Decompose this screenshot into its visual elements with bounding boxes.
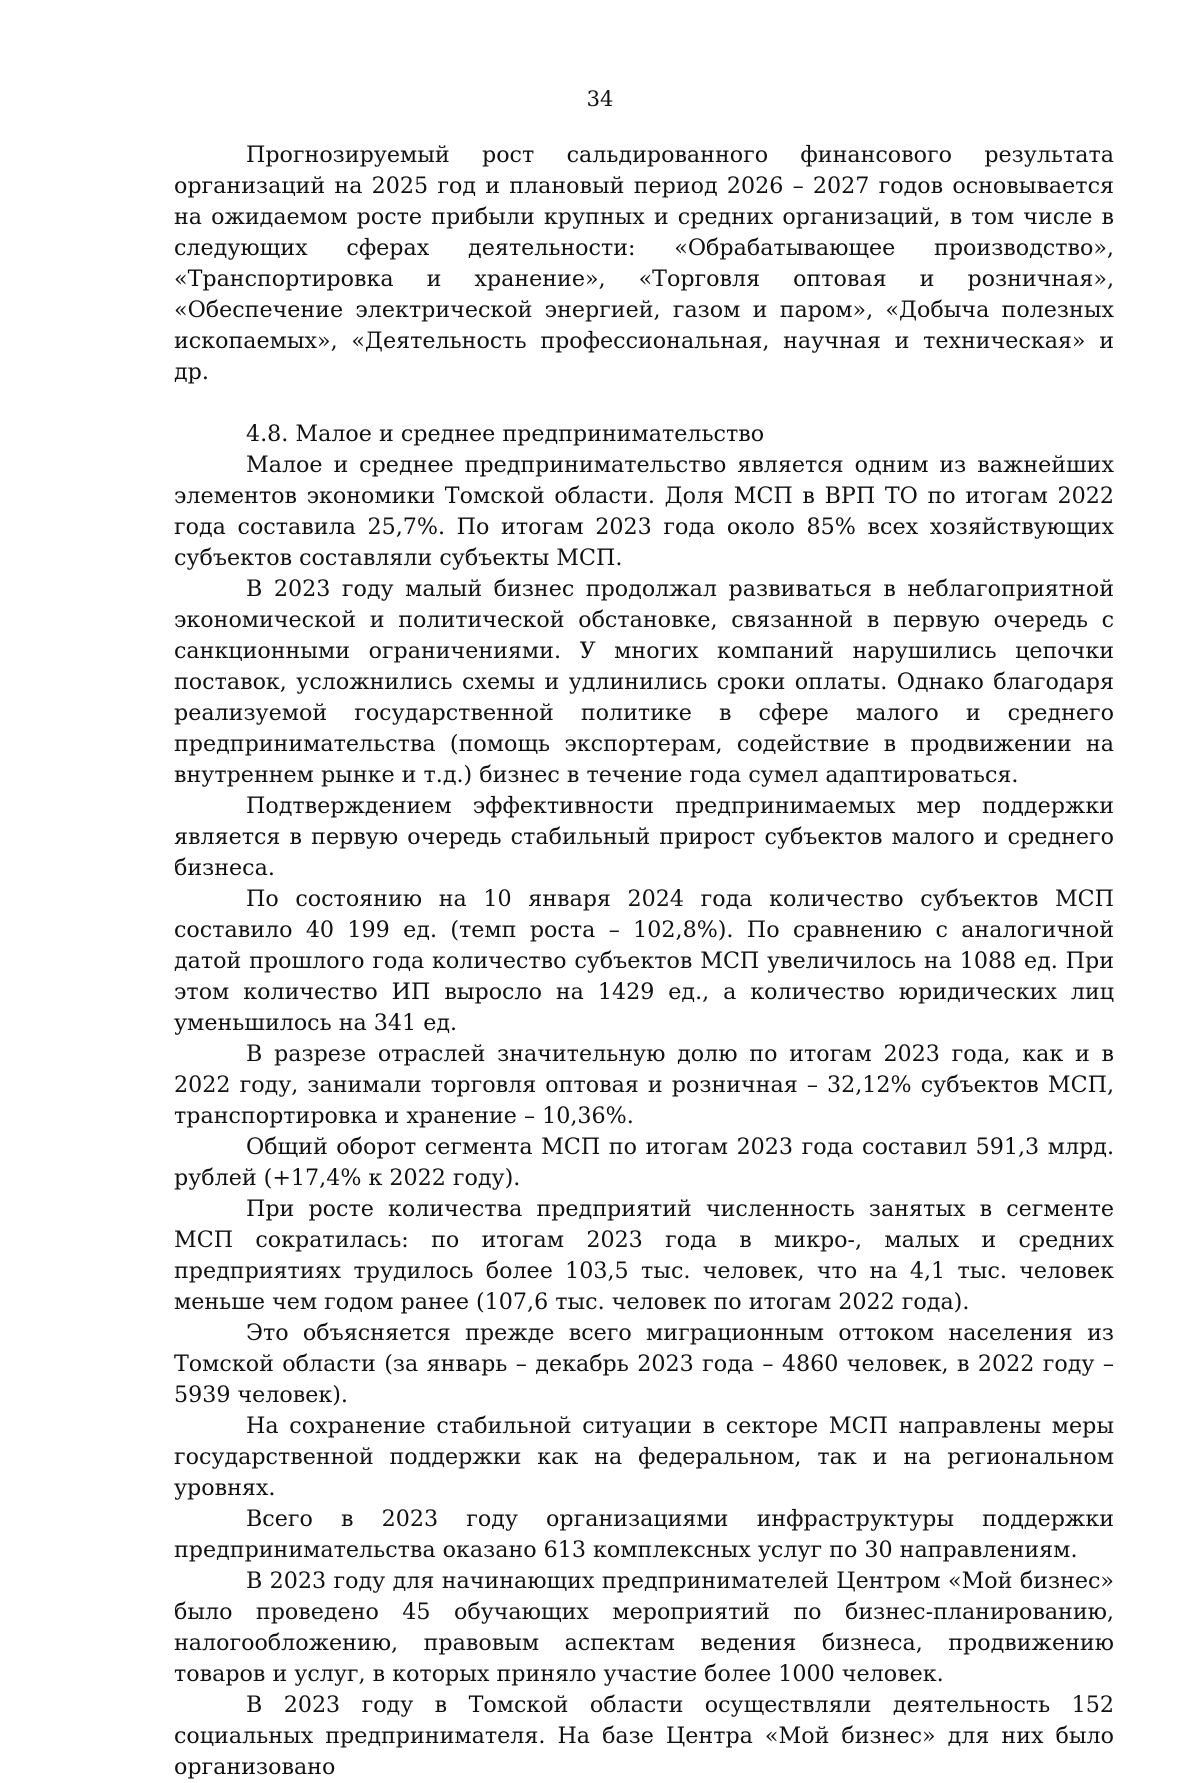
- page-number: 34: [586, 87, 614, 111]
- section-paragraph: На сохранение стабильной ситуации в секторе МСП направлены меры государственной поддержки как на федеральном, так и на региональном уровнях.: [174, 1413, 1114, 1501]
- section-paragraph: В 2023 году в Томской области осуществляли деятельность 152 социальных предпринимателя. На базе Центра «Мой бизнес» для них было организовано: [174, 1692, 1114, 1780]
- section-paragraph: В 2023 году для начинающих предпринимателей Центром «Мой бизнес» было проведено 45 обучающих мероприятий по бизнес-планированию, налогообложению, правовым аспектам ведения бизнеса, продвижению товаров и услуг, в которых приняло участие более 1000 человек.: [174, 1568, 1114, 1687]
- section-paragraph: В разрезе отраслей значительную долю по итогам 2023 года, как и в 2022 году, занимали торговля оптовая и розничная – 32,12% субъектов МСП, транспортировка и хранение – 10,36%.: [174, 1041, 1114, 1129]
- intro-paragraph: Прогнозируемый рост сальдированного финансового результата организаций на 2025 год и плановый период 2026 – 2027 годов основывается на ожидаемом росте прибыли крупных и средних организаций, в том числе в следующих сферах деятельности: «Обрабатывающее производство», «Транспортировка и хранение», «Торговля оптовая и розничная», «Обеспечение электрической энергией, газом и паром», «Добыча полезных ископаемых», «Деятельность профессиональная, научная и техническая» и др.: [174, 142, 1114, 385]
- section-paragraph: Малое и среднее предпринимательство является одним из важнейших элементов экономики Томской области. Доля МСП в ВРП ТО по итогам 2022 года составила 25,7%. По итогам 2023 года около 85% всех хозяйствующих субъектов составляли субъекты МСП.: [174, 452, 1114, 571]
- section-paragraph: Это объясняется прежде всего миграционным оттоком населения из Томской области (за январь – декабрь 2023 года – 4860 человек, в 2022 году – 5939 человек).: [174, 1320, 1114, 1408]
- section-paragraph: Всего в 2023 году организациями инфраструктуры поддержки предпринимательства оказано 613 комплексных услуг по 30 направлениям.: [174, 1506, 1114, 1563]
- section-paragraph: В 2023 году малый бизнес продолжал развиваться в неблагоприятной экономической и политической обстановке, связанной в первую очередь с санкционными ограничениями. У многих компаний нарушились цепочки поставок, усложнились схемы и удлинились сроки оплаты. Однако благодаря реализуемой государственной политике в сфере малого и среднего предпринимательства (помощь экспортерам, содействие в продвижении на внутреннем рынке и т.д.) бизнес в течение года сумел адаптироваться.: [174, 576, 1114, 788]
- section-paragraph: Подтверждением эффективности предпринимаемых мер поддержки является в первую очередь стабильный прирост субъектов малого и среднего бизнеса.: [174, 793, 1114, 881]
- section-paragraph: При росте количества предприятий численность занятых в сегменте МСП сократилась: по итогам 2023 года в микро-, малых и средних предприятиях трудилось более 103,5 тыс. человек, что на 4,1 тыс. человек меньше чем годом ранее (107,6 тыс. человек по итогам 2022 года).: [174, 1196, 1114, 1315]
- section-heading: 4.8. Малое и среднее предпринимательство: [246, 421, 765, 447]
- section-paragraph: По состоянию на 10 января 2024 года количество субъектов МСП составило 40 199 ед. (темп роста – 102,8%). По сравнению с аналогичной датой прошлого года количество субъектов МСП увеличилось на 1088 ед. При этом количество ИП выросло на 1429 ед., а количество юридических лиц уменьшилось на 341 ед.: [174, 886, 1114, 1036]
- section-paragraph: Общий оборот сегмента МСП по итогам 2023 года составил 591,3 млрд. рублей (+17,4% к 2022 году).: [174, 1134, 1114, 1191]
- document-body: [174, 140, 1114, 1783]
